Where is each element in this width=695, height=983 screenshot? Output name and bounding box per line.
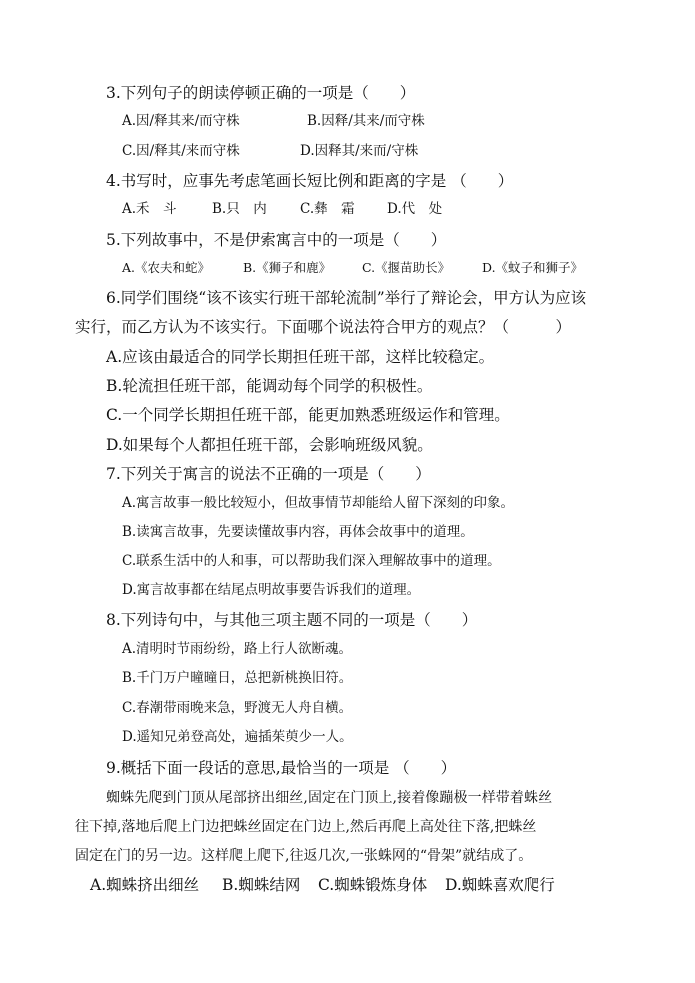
question-9-option-d: D.蜘蛛喜欢爬行 — [445, 876, 555, 894]
question-7-option-a: A.寓言故事一般比较短小，但故事情节却能给人留下深刻的印象。 — [122, 495, 515, 511]
question-3-stem: 3.下列句子的朗读停顿正确的一项是（ ） — [106, 84, 416, 102]
question-6-stem-line-2: 实行，而乙方认为不该实行。下面哪个说法符合甲方的观点？（ ） — [75, 318, 572, 336]
question-5-option-a: A.《农夫和蛇》 — [122, 260, 211, 275]
question-9-option-a: A.蜘蛛挤出细丝 — [90, 876, 200, 894]
question-4-stem: 4.书写时，应事先考虑笔画长短比例和距离的字是 （ ） — [106, 172, 514, 190]
question-8-stem: 8.下列诗句中，与其他三项主题不同的一项是（ ） — [106, 611, 478, 629]
question-3-option-c: C.因/释其/来而守株 — [122, 143, 240, 159]
question-8-option-a: A.清明时节雨纷纷，路上行人欲断魂。 — [122, 641, 353, 657]
question-5-option-d: D.《蚊子和狮子》 — [482, 260, 584, 275]
question-3-option-b: B.因释/其来/而守株 — [307, 113, 425, 129]
question-4-option-a: A.禾 斗 — [122, 201, 177, 217]
question-6-stem-line-1: 6.同学们围绕“该不该实行班干部轮流制”举行了辩论会，甲方认为应该 — [106, 289, 587, 307]
question-8-option-c: C.春潮带雨晚来急，野渡无人舟自横。 — [122, 700, 353, 716]
question-9-passage-line-3: 固定在门的另一边。这样爬上爬下,往返几次,一张蛛网的“骨架”就结成了。 — [75, 848, 533, 864]
question-3-option-a: A.因/释其来/而守株 — [122, 113, 240, 129]
question-9-stem: 9.概括下面一段话的意思,最恰当的一项是 （ ） — [106, 759, 457, 777]
question-7-option-c: C.联系生活中的人和事，可以帮助我们深入理解故事中的道理。 — [122, 553, 501, 569]
question-9-option-b: B.蜘蛛结网 — [222, 876, 301, 894]
question-5-stem: 5.下列故事中，不是伊索寓言中的一项是（ ） — [106, 231, 447, 249]
question-7-option-b: B.读寓言故事，先要读懂故事内容，再体会故事中的道理。 — [122, 524, 474, 540]
question-4-option-b: B.只 内 — [212, 201, 267, 217]
question-5-option-b: B.《狮子和鹿》 — [243, 260, 332, 275]
question-6-option-b: B.轮流担任班干部，能调动每个同学的积极性。 — [106, 377, 433, 395]
question-4-option-c: C.彝 霜 — [300, 201, 355, 217]
question-9-passage-line-2: 往下掉,落地后爬上门边把蛛丝固定在门边上,然后再爬上高处往下落,把蛛丝 — [75, 819, 537, 835]
question-7-stem: 7.下列关于寓言的说法不正确的一项是（ ） — [106, 465, 431, 483]
question-6-option-d: D.如果每个人都担任班干部，会影响班级风貌。 — [106, 436, 433, 454]
question-9-passage-line-1: 蜘蛛先爬到门顶从尾部挤出细丝,固定在门顶上,接着像蹦极一样带着蛛丝 — [106, 790, 553, 806]
question-8-option-b: B.千门万户曈曈日，总把新桃换旧符。 — [122, 670, 353, 686]
question-8-option-d: D.遥知兄弟登高处，遍插茱萸少一人。 — [122, 729, 353, 745]
question-4-option-d: D.代 处 — [387, 201, 443, 217]
question-6-option-a: A.应该由最适合的同学长期担任班干部，这样比较稳定。 — [106, 348, 495, 366]
question-9-option-c: C.蜘蛛锻炼身体 — [318, 876, 428, 894]
question-3-option-d: D.因释其/来而/守株 — [300, 143, 419, 159]
question-6-option-c: C.一个同学长期担任班干部，能更加熟悉班级运作和管理。 — [106, 406, 510, 424]
question-7-option-d: D.寓言故事都在结尾点明故事要告诉我们的道理。 — [122, 582, 421, 598]
question-5-option-c: C.《揠苗助长》 — [362, 260, 451, 275]
